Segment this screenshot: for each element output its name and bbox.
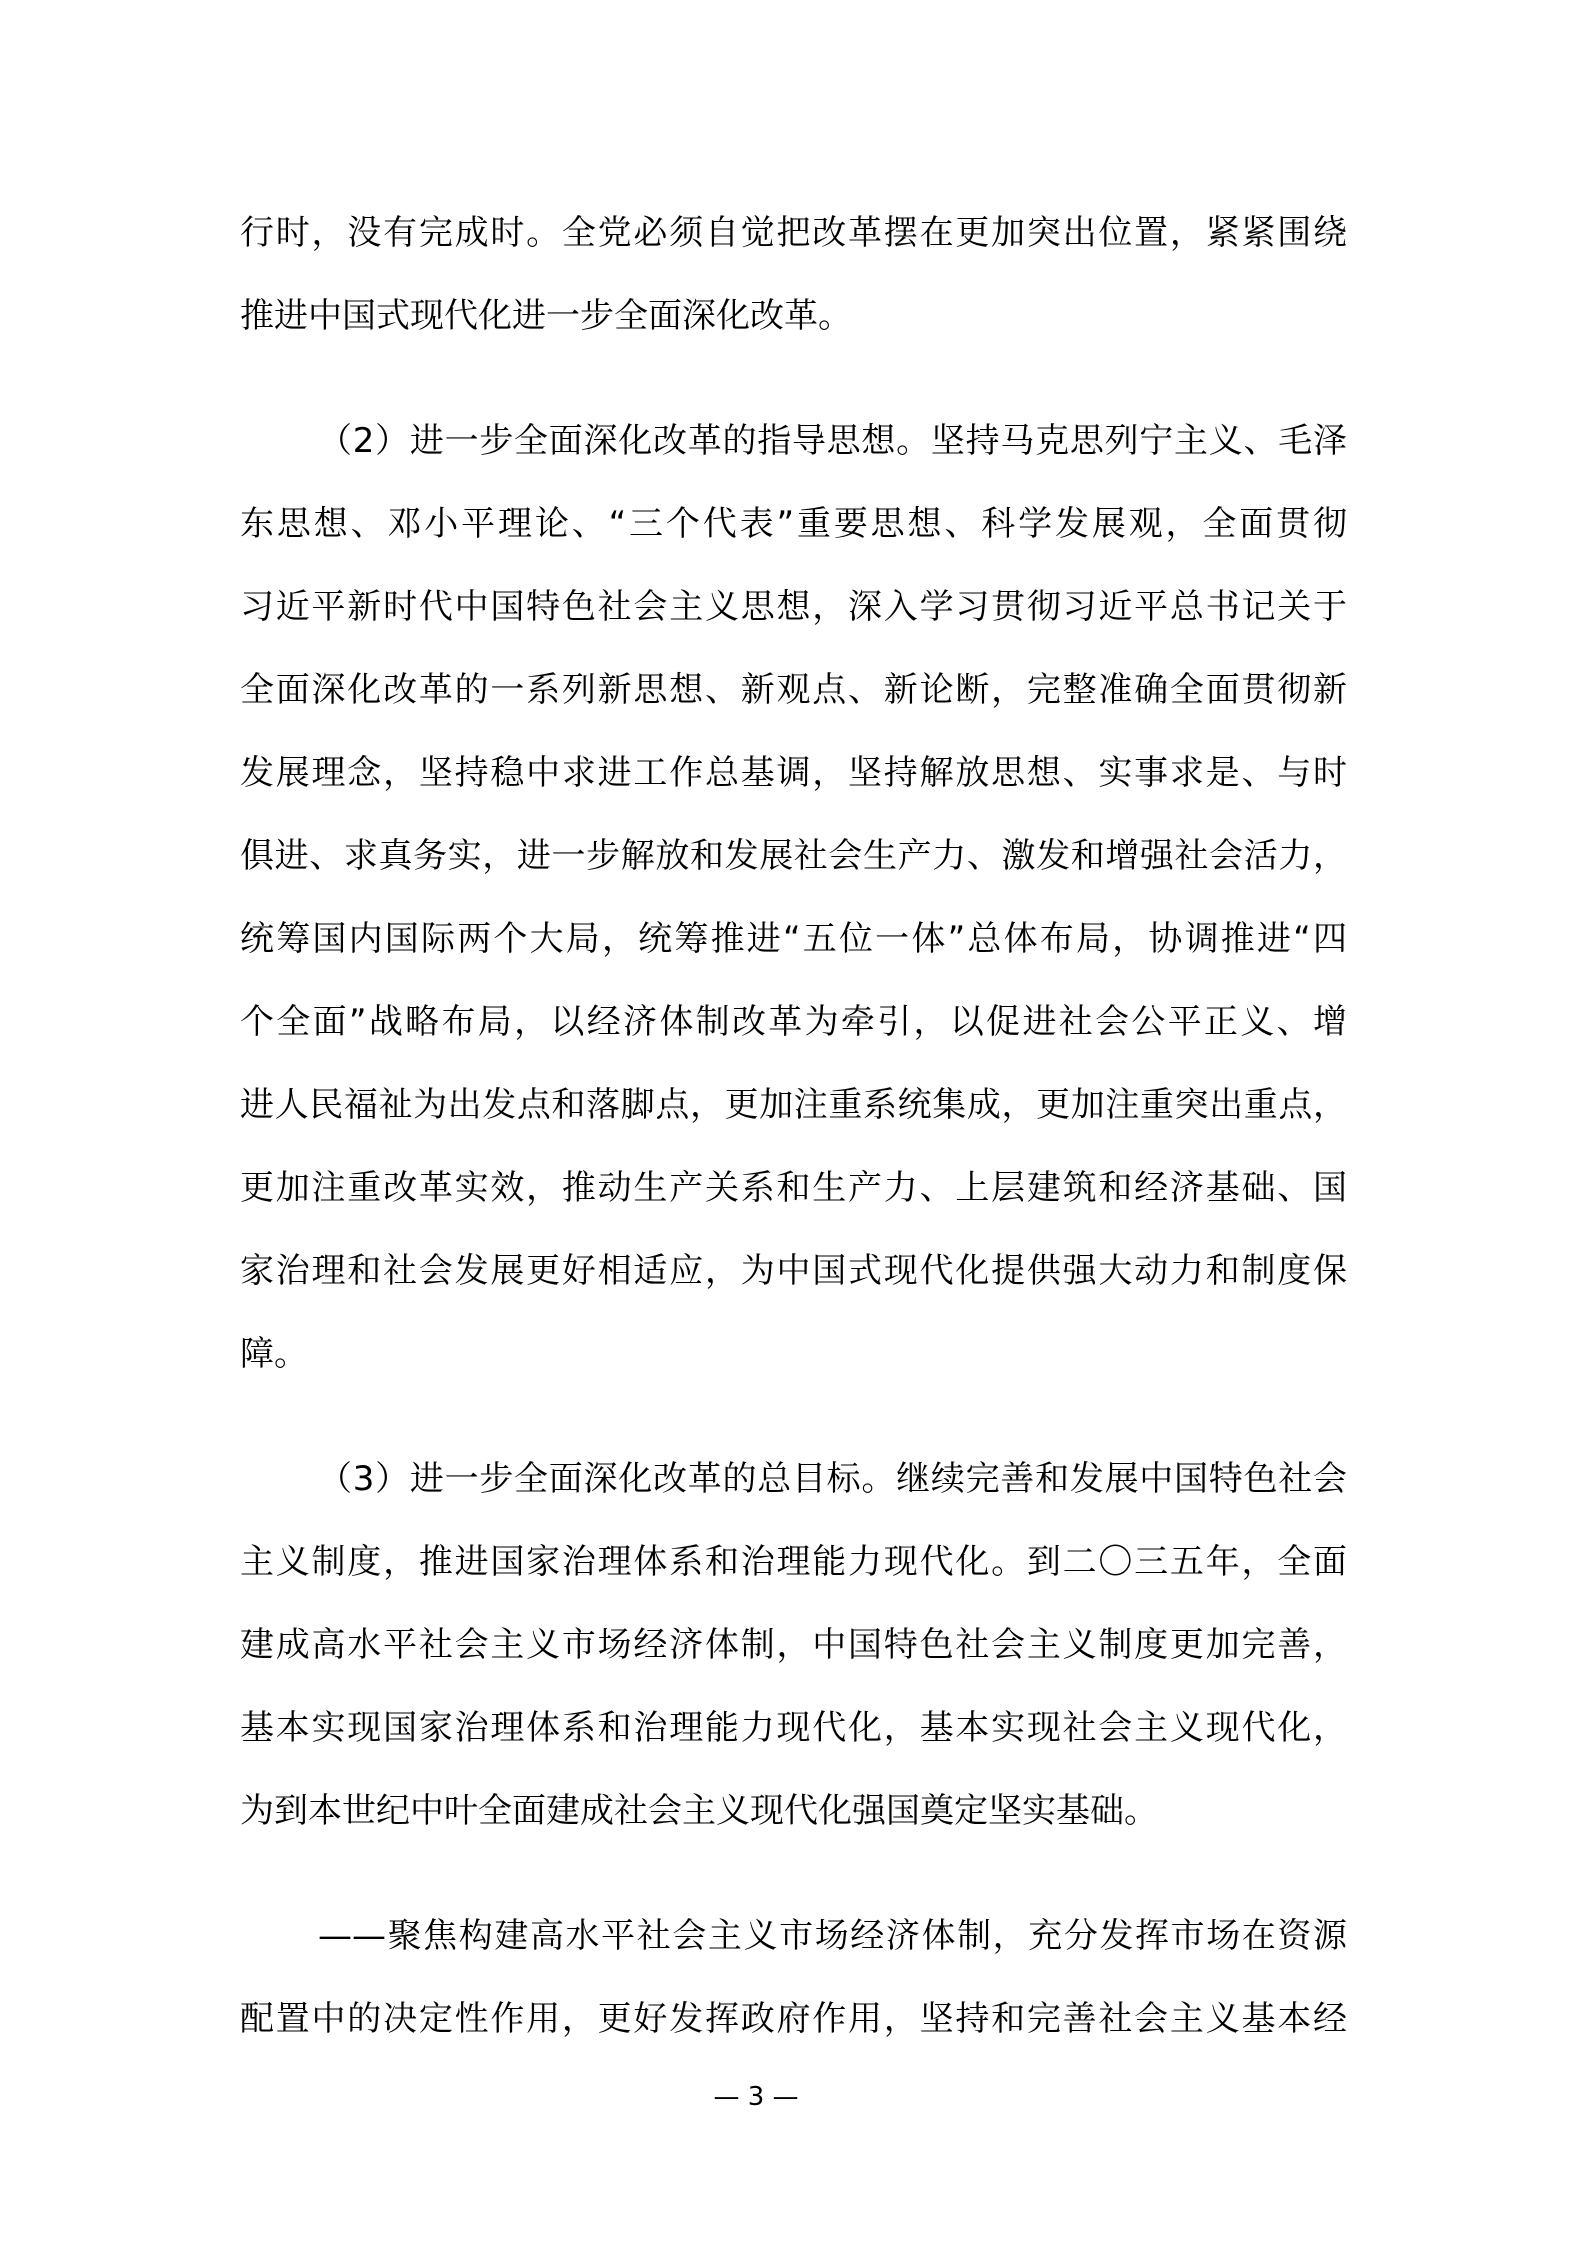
paragraph-continuation <box>240 192 1347 358</box>
text-line: 俱进、求真务实，进一步解放和发展社会生产力、激发和增强社会活力， <box>240 836 1347 876</box>
text-line: 主义制度，推进国家治理体系和治理能力现代化。到二〇三五年，全面 <box>240 1542 1347 1582</box>
text-line: 进人民福祉为出发点和落脚点，更加注重系统集成，更加注重突出重点， <box>240 1085 1347 1125</box>
text-line: 更加注重改革实效，推动生产关系和生产力、上层建筑和经济基础、国 <box>240 1168 1347 1208</box>
text-line: 全面深化改革的一系列新思想、新观点、新论断，完整准确全面贯彻新 <box>240 670 1347 710</box>
text-line: （2）进一步全面深化改革的指导思想。坚持马克思列宁主义、毛泽 <box>318 421 1347 461</box>
paragraph-overall-goal <box>240 1438 1347 1853</box>
document-body <box>240 192 1347 2061</box>
paragraph-market-economy-focus <box>240 1895 1347 2061</box>
text-line: 基本实现国家治理体系和治理能力现代化，基本实现社会主义现代化， <box>240 1708 1347 1748</box>
text-line: 发展理念，坚持稳中求进工作总基调，坚持解放思想、实事求是、与时 <box>240 753 1347 793</box>
text-line: 为到本世纪中叶全面建成社会主义现代化强国奠定坚实基础。 <box>240 1791 1158 1831</box>
text-line: ——聚焦构建高水平社会主义市场经济体制，充分发挥市场在资源 <box>318 1916 1347 1956</box>
text-line: 配置中的决定性作用，更好发挥政府作用，坚持和完善社会主义基本经 <box>240 1999 1347 2039</box>
text-line: 障。 <box>240 1334 308 1374</box>
text-line: 建成高水平社会主义市场经济体制，中国特色社会主义制度更加完善， <box>240 1625 1347 1665</box>
text-line: 推进中国式现代化进一步全面深化改革。 <box>240 296 852 336</box>
text-line: 个全面”战略布局，以经济体制改革为牵引，以促进社会公平正义、增 <box>240 1002 1347 1042</box>
text-line: （3）进一步全面深化改革的总目标。继续完善和发展中国特色社会 <box>318 1459 1347 1499</box>
page-number: — 3 — <box>713 2082 799 2112</box>
text-line: 习近平新时代中国特色社会主义思想，深入学习贯彻习近平总书记关于 <box>240 587 1347 627</box>
text-line: 统筹国内国际两个大局，统筹推进“五位一体”总体布局，协调推进“四 <box>240 919 1347 959</box>
text-line: 东思想、邓小平理论、“三个代表”重要思想、科学发展观，全面贯彻 <box>240 504 1347 544</box>
paragraph-guiding-ideology <box>240 400 1347 1396</box>
text-line: 家治理和社会发展更好相适应，为中国式现代化提供强大动力和制度保 <box>240 1251 1347 1291</box>
text-line: 行时，没有完成时。全党必须自觉把改革摆在更加突出位置，紧紧围绕 <box>240 213 1347 253</box>
